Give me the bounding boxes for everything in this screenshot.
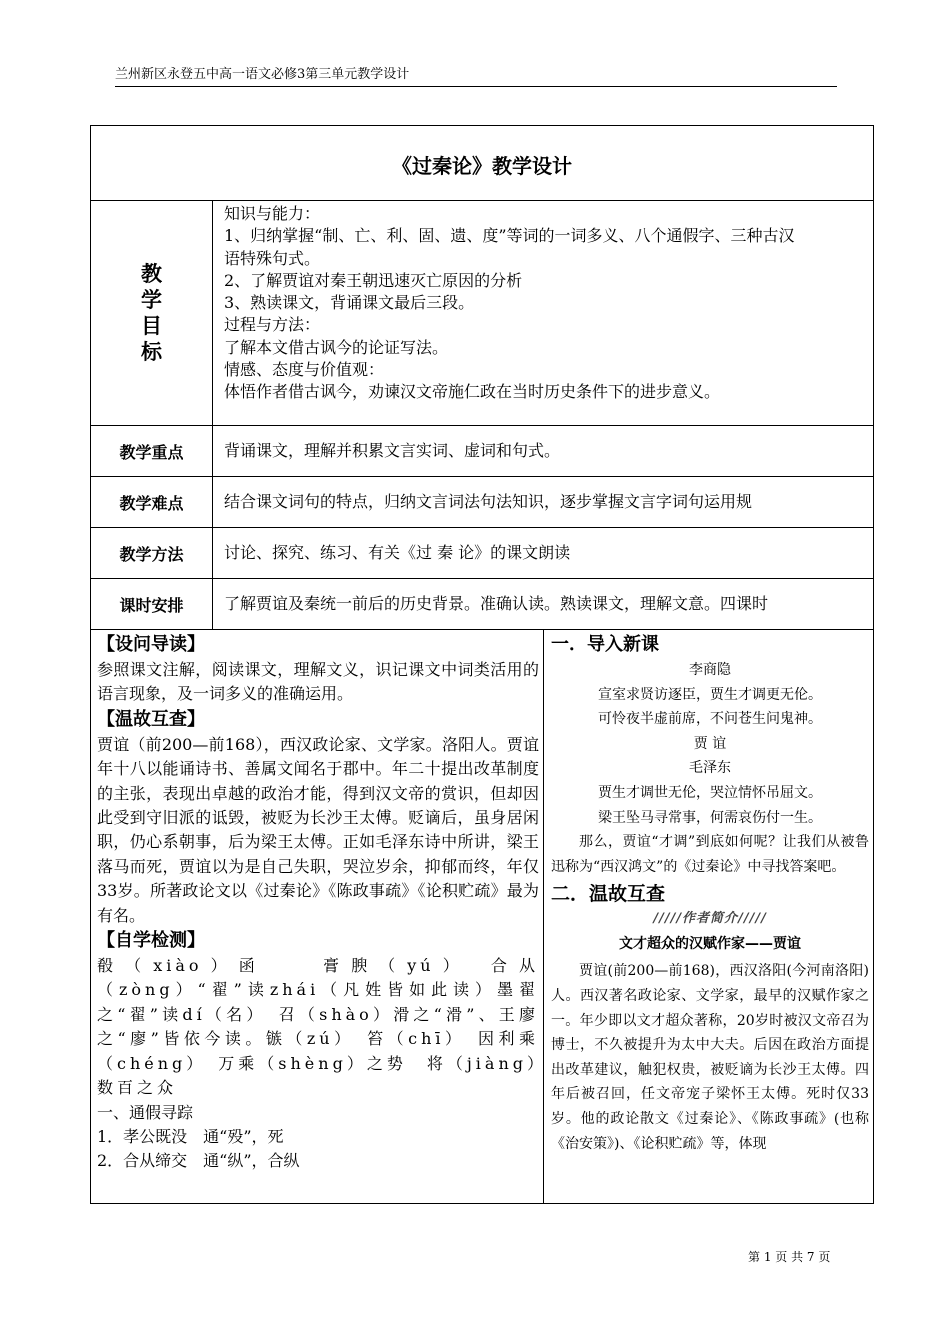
objective-line: 语特殊句式。	[224, 248, 321, 268]
objectives-content	[224, 203, 867, 404]
methods-label: 教学方法	[91, 528, 213, 578]
list-title: 一、通假寻踪	[97, 1102, 194, 1122]
section-heading: 一．导入新课	[551, 634, 659, 655]
right-column	[551, 632, 869, 1156]
objectives-row	[91, 201, 873, 426]
left-column	[97, 632, 539, 1174]
difficulties-label: 教学难点	[91, 477, 213, 527]
schedule-row	[91, 579, 873, 630]
badge-stripes-left: /////	[653, 911, 682, 927]
bio-subtitle: 文才超众的汉赋作家——贾谊	[619, 936, 801, 953]
objectives-label	[91, 201, 213, 425]
objective-line: 体悟作者借古讽今，劝谏汉文帝施仁政在当时历史条件下的进步意义。	[224, 382, 721, 402]
methods-row	[91, 528, 873, 579]
lesson-plan-table	[90, 125, 874, 1204]
key-points-row	[91, 426, 873, 477]
section-heading: 二．温故互查	[551, 883, 666, 906]
column-divider	[543, 630, 544, 1203]
schedule-content: 了解贾谊及秦统一前后的历史背景。准确认读。熟读课文，理解文意。四课时	[224, 594, 769, 613]
poem-line: 宣室求贤访逐臣，贾生才调更无伦。	[598, 686, 822, 703]
author-bio-text: 贾谊（前200—前168），西汉政论家、文学家。洛阳人。贾谊年十八以能诵诗书、善属文闻名于郡中。年二十提出改革制度的主张，表现出卓越的政治才能，得到汉文帝的赏识，但却因此受到守旧派的诋毁，被贬为长沙王太傅。贬谪后，虽身居闲职，仍心系朝事，后为梁王太傅。正如毛泽东诗中所讲，梁王落马而死，贾谊以为是自己失职，哭泣岁余，抑郁而终，年仅33岁。所著政论文以《过秦论》《陈政事疏》《论积贮疏》最为有名。	[97, 734, 539, 925]
section-text: 参照课文注解，阅读课文，理解文义，识记课文中词类活用的语言现象，及一词多义的准确运用。	[97, 660, 539, 704]
badge-label: 作者简介	[681, 911, 738, 927]
document-title: 《过秦论》教学设计	[392, 154, 572, 178]
author-intro-badge	[551, 909, 869, 929]
page-header: 兰州新区永登五中高一语文必修3第三单元教学设计	[115, 67, 410, 82]
schedule-label: 课时安排	[91, 579, 213, 629]
objective-line: 过程与方法：	[224, 315, 321, 335]
intro-paragraph: 那么，贾谊“才调”到底如何呢？让我们从被鲁迅称为“西汉鸿文”的《过秦论》中寻找答案吧。	[551, 834, 869, 875]
poem-line: 可怜夜半虚前席，不问苍生问鬼神。	[598, 711, 822, 728]
poem-author: 李商隐	[689, 662, 731, 678]
title-row	[91, 126, 873, 201]
objectives-label-char: 教	[141, 262, 162, 286]
poem-line: 贾生才调世无伦，哭泣情怀吊屈文。	[598, 784, 822, 801]
pronunciation-text: 殽（xiào）函 膏腴（yú） 合从（zòng）“翟”读zhái（凡姓皆如此读）墨翟之“翟”读dí（名） 召（shào）滑之“滑”、王廖之“廖”皆依今读。镞（zú） 笞（chī） 因利乘（chéng） 万乘（shèng）之势 将（jiàng）数百之众	[97, 956, 539, 1098]
poem-author: 毛泽东	[689, 760, 731, 777]
objective-line: 了解本文借古讽今的论证写法。	[224, 337, 449, 357]
objectives-label-char: 目	[141, 314, 162, 338]
methods-content: 讨论、探究、练习、有关《过 秦 论》的课文朗读	[224, 543, 571, 562]
difficulties-content: 结合课文词句的特点，归纳文言词法句法知识，逐步掌握文言字词句运用规	[224, 492, 753, 511]
section-heading: 【设问导读】	[97, 634, 205, 655]
objective-line: 情感、态度与价值观：	[224, 360, 385, 380]
page-footer: 第 1 页 共 7 页	[748, 1250, 831, 1264]
bio-paragraph: 贾谊(前200—前168)，西汉洛阳(今河南洛阳)人。西汉著名政论家、文学家，最早的汉赋作家之一。年少即以文才超众著称，20岁时被汉文帝召为博士，不久被提升为太中大夫。后因在政治方面提出改革建议，触犯权贵，被贬谪为长沙王太傅。四年后被召回，任文帝宠子梁怀王太傅。死时仅33岁。他的政论散文《过秦论》、《陈政事疏》(也称《治安策》)、《论积贮疏》等，体现	[551, 963, 869, 1152]
lesson-body	[91, 630, 873, 1203]
key-points-label: 教学重点	[91, 426, 213, 476]
objective-line: 2、了解贾谊对秦王朝迅速灭亡原因的分析	[224, 270, 523, 290]
list-item: 2．合从缔交 通“纵”，合纵	[97, 1151, 300, 1171]
section-heading: 【自学检测】	[97, 930, 205, 952]
poem-title: 贾 谊	[693, 735, 727, 752]
header-rule	[115, 86, 837, 87]
badge-stripes-right: /////	[738, 911, 767, 927]
key-points-content: 背诵课文，理解并积累文言实词、虚词和句式。	[224, 441, 561, 460]
objectives-label-char: 学	[141, 288, 162, 312]
objective-line: 知识与能力：	[224, 204, 321, 223]
difficulties-row	[91, 477, 873, 528]
objective-line: 3、熟读课文，背诵课文最后三段。	[224, 293, 475, 313]
objectives-label-char: 标	[141, 340, 162, 364]
section-heading: 【温故互查】	[97, 708, 205, 730]
list-item: 1．孝公既没 通“殁”，死	[97, 1126, 284, 1146]
objective-line: 1、归纳掌握“制、亡、利、固、遗、度”等词的一词多义、八个通假字、三种古汉	[224, 226, 795, 246]
poem-line: 梁王坠马寻常事，何需哀伤付一生。	[598, 809, 822, 826]
